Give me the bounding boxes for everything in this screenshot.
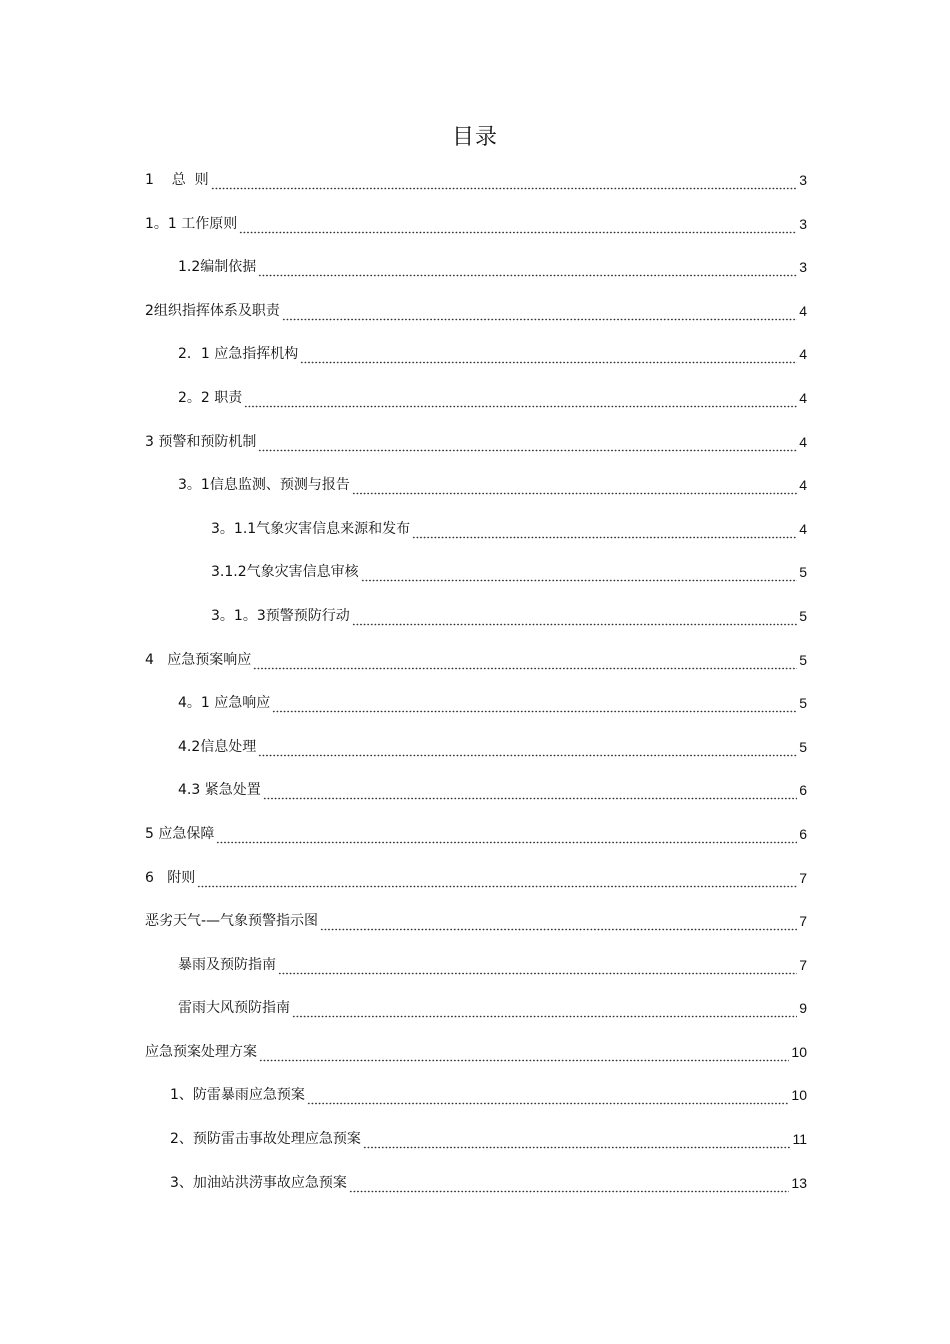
dot-leader <box>282 307 797 321</box>
toc-entry-text: 5 应急保障 <box>145 825 215 842</box>
toc-entry-page-number: 10 <box>791 1043 807 1060</box>
dot-leader <box>272 699 797 713</box>
dot-leader <box>263 786 797 800</box>
dot-leader <box>292 1004 797 1018</box>
toc-entry[interactable] <box>178 255 807 299</box>
table-of-contents <box>0 168 950 1214</box>
toc-entry-text: 4.3 紧急处置 <box>178 782 261 799</box>
toc-entry-text: 4 应急预案响应 <box>145 651 252 668</box>
toc-entry-text: 1.2编制依据 <box>178 259 257 276</box>
toc-entry-page-number: 5 <box>799 738 807 755</box>
dot-leader <box>300 350 797 364</box>
toc-entry-page-number: 6 <box>799 782 807 799</box>
toc-entry-page-number: 13 <box>791 1174 807 1191</box>
dot-leader <box>307 1091 790 1105</box>
toc-entry-page-number: 7 <box>799 956 807 973</box>
dot-leader <box>352 481 797 495</box>
toc-entry-page-number: 7 <box>799 913 807 930</box>
toc-entry-text: 应急预案处理方案 <box>145 1043 257 1060</box>
dot-leader <box>239 220 797 234</box>
toc-entry-text: 1。1 工作原则 <box>145 215 238 232</box>
toc-entry[interactable] <box>145 648 807 692</box>
toc-entry-page-number: 3 <box>799 259 807 276</box>
toc-title: 目录 <box>451 125 498 150</box>
toc-entry-text: 4。1 应急响应 <box>178 695 271 712</box>
toc-entry-text: 3。1信息监测、预测与报告 <box>178 477 350 494</box>
toc-entry-page-number: 4 <box>799 477 807 494</box>
toc-entry-page-number: 7 <box>799 869 807 886</box>
dot-leader <box>253 656 797 670</box>
toc-entry-text: 2。2 职责 <box>178 389 243 406</box>
toc-entry[interactable] <box>170 1171 807 1215</box>
toc-entry-page-number: 5 <box>799 651 807 668</box>
toc-entry-page-number: 4 <box>799 520 807 537</box>
toc-entry-page-number: 3 <box>799 172 807 188</box>
toc-entry[interactable] <box>170 1083 807 1127</box>
dot-leader <box>259 1048 789 1062</box>
toc-entry[interactable] <box>211 517 807 561</box>
dot-leader <box>216 830 797 844</box>
toc-entry-text: 3。1.1气象灾害信息来源和发布 <box>211 520 411 537</box>
toc-entry[interactable] <box>178 735 807 779</box>
toc-entry[interactable] <box>178 386 807 430</box>
toc-entry-page-number: 5 <box>799 695 807 712</box>
toc-entry-text: 2、预防雷击事故处理应急预案 <box>170 1131 361 1148</box>
toc-entry[interactable] <box>178 342 807 386</box>
toc-entry-text: 恶劣天气-—气象预警指示图 <box>145 913 319 930</box>
dot-leader <box>258 743 797 757</box>
toc-entry-text: 雷雨大风预防指南 <box>178 1000 290 1017</box>
toc-entry[interactable] <box>178 778 807 822</box>
toc-entry[interactable] <box>145 299 807 343</box>
dot-leader <box>244 394 797 408</box>
dot-leader <box>211 176 798 190</box>
toc-entry-text: 4.2信息处理 <box>178 738 257 755</box>
toc-entry[interactable] <box>170 1127 807 1171</box>
toc-entry-page-number: 4 <box>799 433 807 450</box>
dot-leader <box>352 612 797 626</box>
dot-leader <box>278 961 797 975</box>
toc-entry[interactable] <box>178 691 807 735</box>
toc-entry-text: 1 总 则 <box>145 172 209 188</box>
toc-entry-page-number: 5 <box>799 607 807 624</box>
toc-entry-page-number: 4 <box>799 302 807 319</box>
toc-entry-text: 3.1.2气象灾害信息审核 <box>211 564 359 581</box>
toc-entry-page-number: 6 <box>799 825 807 842</box>
toc-entry-page-number: 9 <box>799 1000 807 1017</box>
dot-leader <box>363 1135 791 1149</box>
toc-entry[interactable] <box>211 604 807 648</box>
toc-entry-text: 2．1 应急指挥机构 <box>178 346 299 363</box>
toc-entry[interactable] <box>178 953 807 997</box>
toc-entry[interactable] <box>145 212 807 256</box>
toc-entry-page-number: 4 <box>799 389 807 406</box>
toc-entry[interactable] <box>178 996 807 1040</box>
dot-leader <box>197 874 797 888</box>
toc-entry-text: 暴雨及预防指南 <box>178 956 276 973</box>
dot-leader <box>258 438 797 452</box>
toc-entry-text: 3 预警和预防机制 <box>145 433 257 450</box>
toc-entry[interactable] <box>211 560 807 604</box>
toc-entry-page-number: 5 <box>799 564 807 581</box>
toc-entry[interactable] <box>145 1040 807 1084</box>
toc-entry-text: 3。1。3预警预防行动 <box>211 607 350 624</box>
toc-entry[interactable] <box>145 168 807 212</box>
toc-entry[interactable] <box>145 866 807 910</box>
dot-leader <box>349 1179 790 1193</box>
dot-leader <box>361 568 798 582</box>
toc-entry[interactable] <box>145 430 807 474</box>
toc-entry-page-number: 4 <box>799 346 807 363</box>
toc-entry-text: 1、防雷暴雨应急预案 <box>170 1087 305 1104</box>
toc-entry[interactable] <box>145 822 807 866</box>
toc-entry-text: 6 附则 <box>145 869 196 886</box>
toc-entry-page-number: 10 <box>791 1087 807 1104</box>
dot-leader <box>320 917 797 931</box>
dot-leader <box>258 263 797 277</box>
toc-entry-text: 3、加油站洪涝事故应急预案 <box>170 1174 347 1191</box>
toc-entry-page-number: 3 <box>799 215 807 232</box>
dot-leader <box>412 525 797 539</box>
toc-entry[interactable] <box>145 909 807 953</box>
toc-entry[interactable] <box>178 473 807 517</box>
toc-entry-page-number: 11 <box>792 1131 807 1148</box>
toc-entry-text: 2组织指挥体系及职责 <box>145 302 280 319</box>
